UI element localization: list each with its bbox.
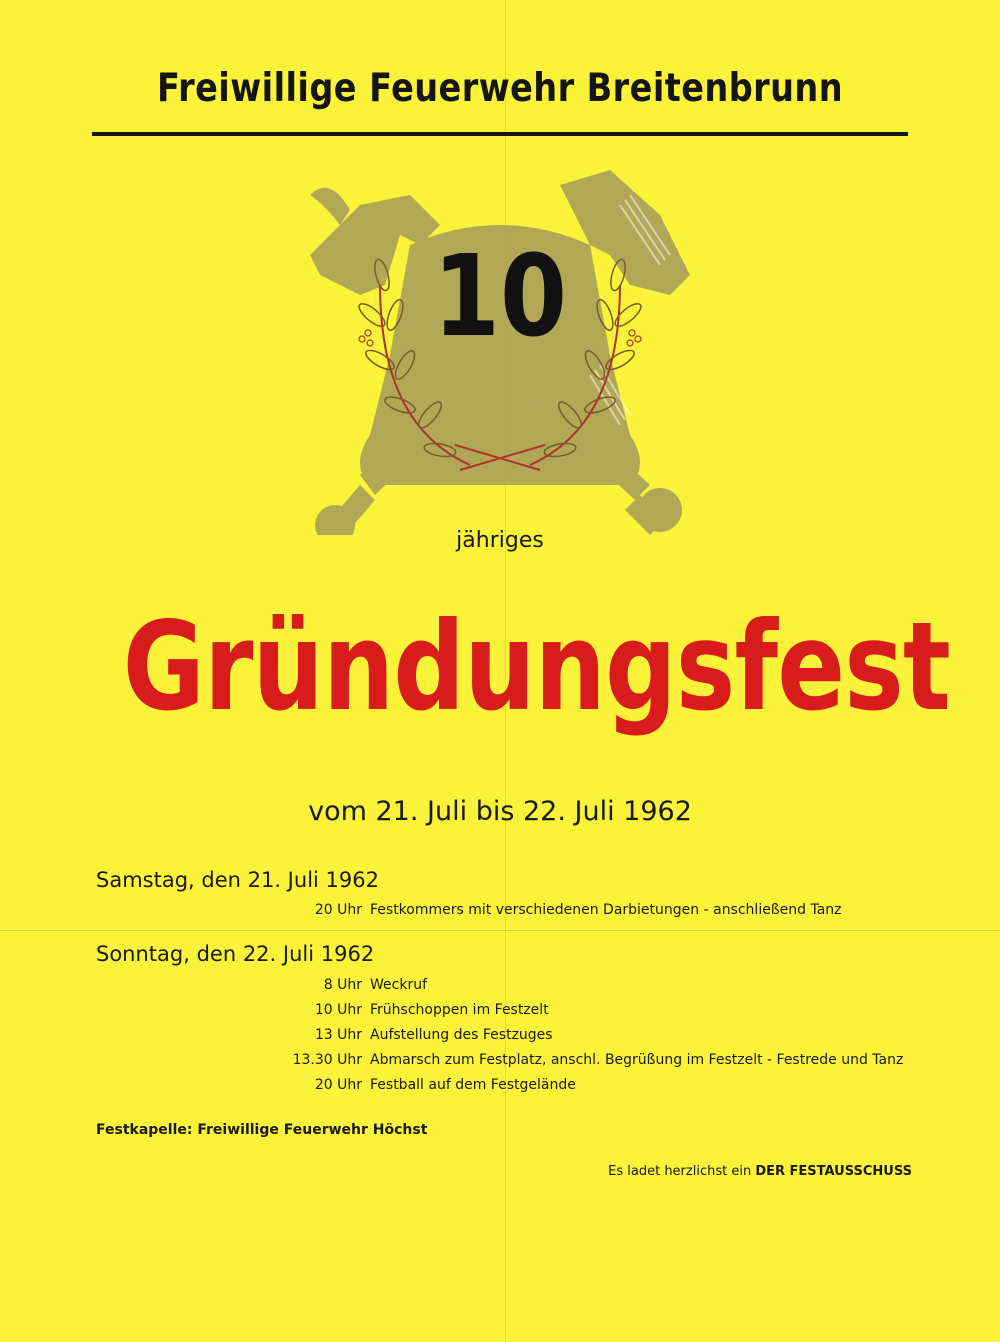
event-description: Weckruf: [370, 977, 427, 993]
header-rule: [92, 132, 908, 136]
date-range: vom 21. Juli bis 22. Juli 1962: [308, 796, 692, 827]
event-time: 20 Uhr: [314, 902, 362, 918]
event-time: 8 Uhr: [323, 977, 362, 993]
footer-text: Es ladet herzlichst ein: [608, 1164, 756, 1179]
event-description: Aufstellung des Festzuges: [370, 1027, 553, 1043]
event-description: Festball auf dem Festgelände: [370, 1077, 576, 1093]
event-time: 20 Uhr: [314, 1077, 362, 1093]
event-description: Festkommers mit verschiedenen Darbietungen - anschließend Tanz: [370, 902, 842, 918]
schedule-row: [0, 1027, 1000, 1047]
event-description: Abmarsch zum Festplatz, anschl. Begrüßung im Festzelt - Festrede und Tanz: [370, 1052, 904, 1068]
sunday-heading: Sonntag, den 22. Juli 1962: [96, 942, 375, 966]
schedule-row: [0, 977, 1000, 997]
event-description: Frühschoppen im Festzelt: [370, 1002, 549, 1018]
anniversary-number: 10: [432, 232, 568, 362]
schedule-row: [0, 1052, 1000, 1072]
saturday-heading: Samstag, den 21. Juli 1962: [96, 868, 379, 892]
header-title: Freiwillige Feuerwehr Breitenbrunn: [156, 66, 844, 111]
schedule-row: [0, 902, 1000, 922]
event-time: 13.30 Uhr: [292, 1052, 362, 1068]
band-credit: Festkapelle: Freiwillige Feuerwehr Höchst: [96, 1122, 428, 1138]
schedule-row: [0, 1077, 1000, 1097]
event-time: 13 Uhr: [314, 1027, 362, 1043]
fold-line-horizontal: [0, 930, 1000, 931]
schedule-row: [0, 1002, 1000, 1022]
event-time: 10 Uhr: [314, 1002, 362, 1018]
footer-invitation: [570, 1164, 912, 1179]
footer-organizer: DER FESTAUSSCHUSS: [755, 1164, 912, 1179]
subtitle: jähriges: [456, 528, 544, 553]
poster-title: Gründungsfest: [122, 596, 950, 738]
